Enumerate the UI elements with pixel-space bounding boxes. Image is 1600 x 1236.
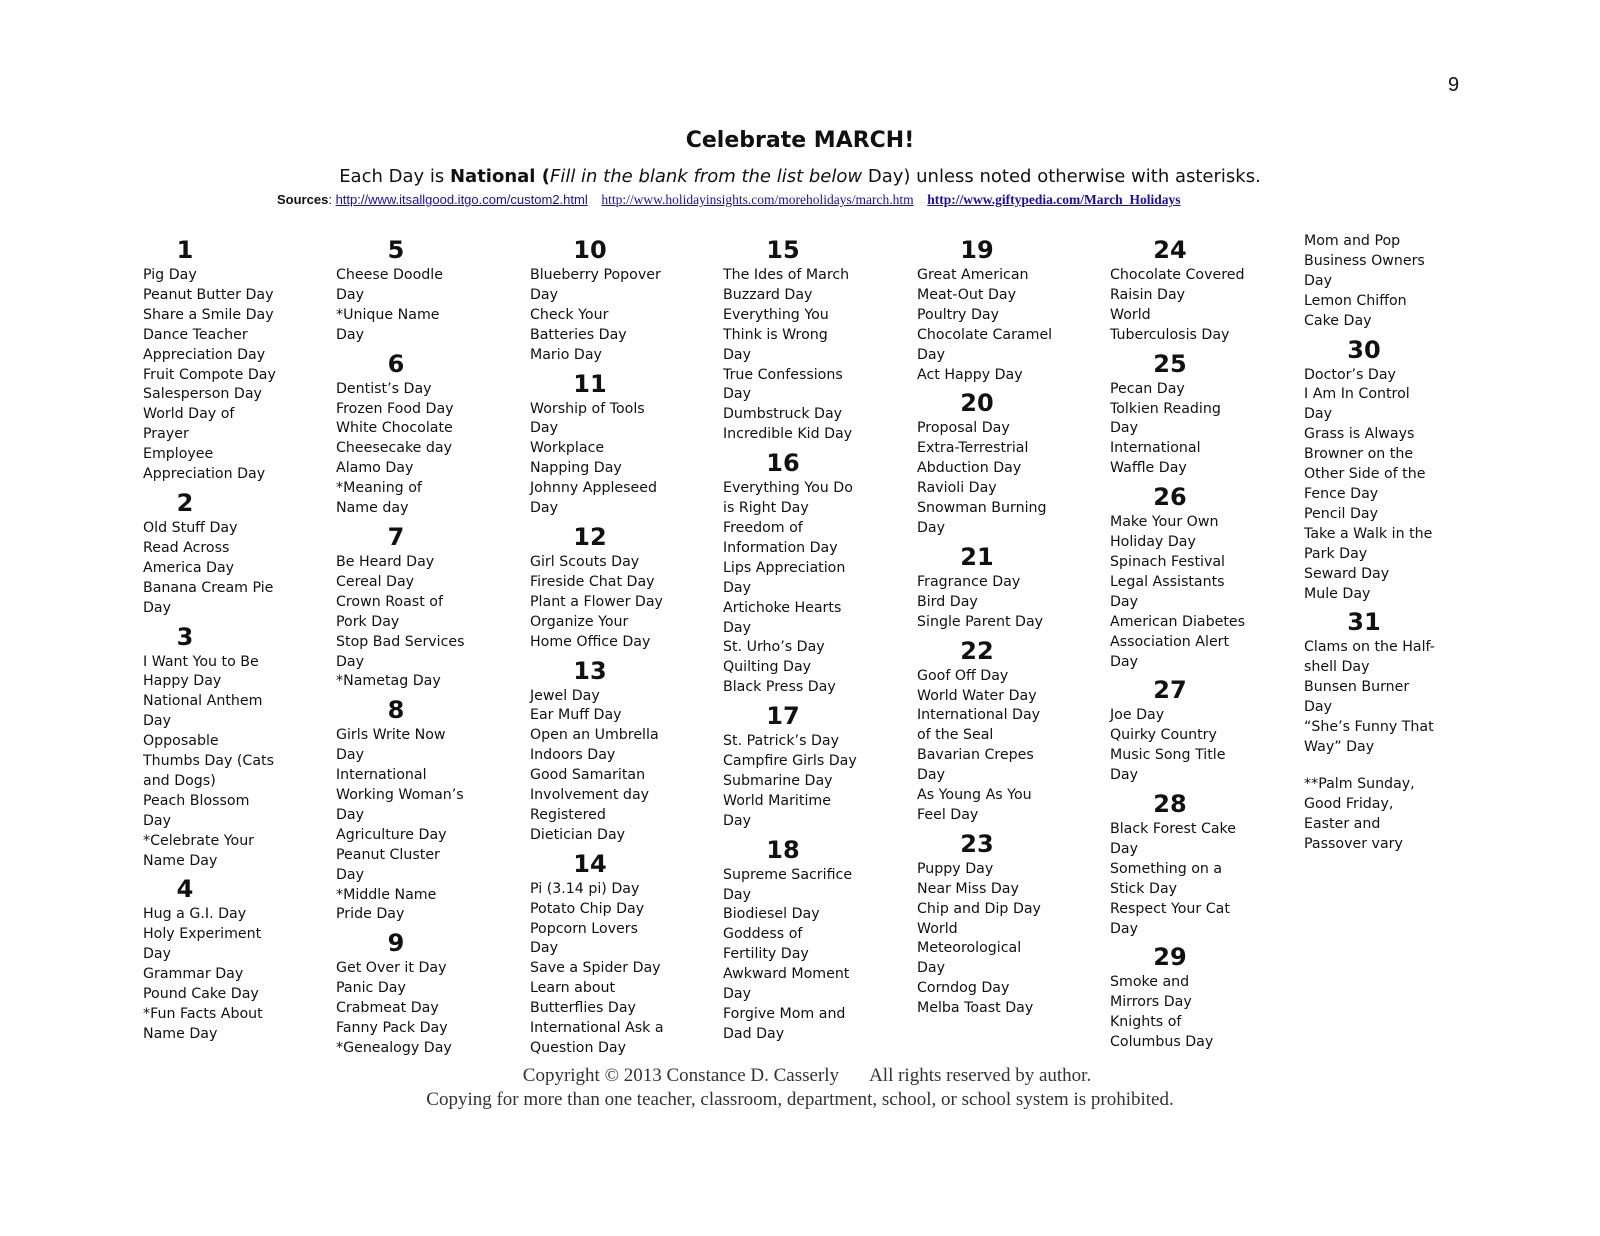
day-number: 18 <box>766 835 800 864</box>
holiday-entry: Appreciation Day <box>143 346 266 363</box>
day-column-4 <box>723 232 895 1045</box>
holiday-entry: Everything You Do <box>723 480 853 497</box>
holiday-entry: Corndog Day <box>917 980 1010 997</box>
holiday-entry: Blueberry Popover <box>530 267 661 283</box>
holiday-entry: Indoors Day <box>530 747 616 764</box>
note-line: Passover vary <box>1304 835 1403 852</box>
holiday-entry: Read Across <box>143 539 230 556</box>
holiday-entry: Legal Assistants <box>1110 573 1225 590</box>
holiday-entry: Dad Day <box>723 1025 785 1042</box>
holiday-entry: Day <box>723 386 752 403</box>
holiday-entry: Day <box>143 713 172 730</box>
holiday-entry: Crown Roast of <box>336 593 443 610</box>
holiday-entry: Cereal Day <box>336 573 415 590</box>
holiday-entry: Check Your <box>530 306 609 323</box>
day-number: 27 <box>1153 676 1187 705</box>
holiday-entry: Artichoke Hearts <box>723 599 842 616</box>
holiday-entry: Buzzard Day <box>723 286 813 303</box>
holiday-entry: Day <box>336 806 365 823</box>
holiday-entry: Make Your Own <box>1110 514 1219 531</box>
sources-colon: : <box>328 192 332 207</box>
holiday-entry: Other Side of the <box>1304 466 1426 483</box>
holiday-entry: Everything You <box>723 306 829 323</box>
holiday-entry: Involvement day <box>530 787 650 804</box>
holiday-entry: Day <box>530 500 559 517</box>
holiday-entry: Music Song Title <box>1110 747 1226 764</box>
holiday-entry: Happy Day <box>143 673 222 690</box>
day-column-3 <box>530 232 702 1059</box>
holiday-entry: Day <box>1110 840 1139 857</box>
holiday-entry: Mom and Pop <box>1304 233 1401 249</box>
holiday-entry: Meteorological <box>917 940 1022 957</box>
holiday-entry: Way” Day <box>1304 738 1375 755</box>
day-column-2 <box>336 232 508 1059</box>
holiday-entry: Share a Smile Day <box>143 306 274 323</box>
holiday-entry: Black Forest Cake <box>1110 821 1236 838</box>
holiday-entry: Bavarian Crepes <box>917 747 1034 764</box>
holiday-entry: Association Alert <box>1110 633 1230 650</box>
source-link-giftypedia[interactable]: http://www.giftypedia.com/March_Holidays <box>927 192 1181 207</box>
holiday-entry: Prayer <box>143 426 189 443</box>
holiday-entry: Good Samaritan <box>530 767 646 784</box>
holiday-entry: Stop Bad Services <box>336 633 465 650</box>
day-number: 19 <box>960 236 994 264</box>
holiday-entry: Goof Off Day <box>917 667 1009 684</box>
holiday-entry: Dietician Day <box>530 826 626 843</box>
holiday-entry: Great American <box>917 267 1029 283</box>
holiday-entry: Day <box>1304 272 1333 289</box>
day-number: 11 <box>573 369 607 398</box>
holiday-entry: Grammar Day <box>143 966 244 983</box>
holiday-entry: shell Day <box>1304 659 1370 676</box>
holiday-entry: International <box>1110 440 1201 457</box>
holiday-entry: Banana Cream Pie <box>143 579 274 596</box>
holiday-entry: Day <box>1110 653 1139 670</box>
holiday-entry: Extra-Terrestrial <box>917 440 1029 457</box>
holiday-entry: Day <box>723 886 752 903</box>
holiday-entry: America Day <box>143 559 235 576</box>
holiday-entry: Day <box>917 519 946 536</box>
day-number: 15 <box>766 236 800 264</box>
holiday-entry: Goddess of <box>723 926 803 943</box>
holiday-entry: Pride Day <box>336 906 405 923</box>
day-number: 26 <box>1153 483 1187 512</box>
holiday-entry: Incredible Kid Day <box>723 426 853 443</box>
holiday-entry: *Fun Facts About <box>143 1006 263 1022</box>
holiday-entry: Freedom of <box>723 519 803 536</box>
holiday-entry: I Want You to Be <box>143 653 259 670</box>
holiday-entry: Knights of <box>1110 1014 1182 1031</box>
holiday-entry: As Young As You <box>917 787 1032 804</box>
holiday-entry: Supreme Sacrifice <box>723 866 853 883</box>
day-number: 2 <box>176 488 194 517</box>
holiday-entry: Learn about <box>530 980 616 997</box>
holiday-entry: Columbus Day <box>1110 1034 1214 1051</box>
holiday-entry: Girl Scouts Day <box>530 553 640 570</box>
holiday-entry: Working Woman’s <box>336 787 464 804</box>
subtitle-post: Day) unless noted otherwise with asterisks. <box>862 166 1261 187</box>
holiday-entry: *Middle Name <box>336 886 437 903</box>
note-line: **Palm Sunday, <box>1304 775 1415 792</box>
day-number: 3 <box>176 622 194 651</box>
holiday-entry: Lemon Chiffon <box>1304 292 1407 309</box>
holiday-entry: Dentist’s Day <box>336 380 432 397</box>
page-title: Celebrate MARCH! <box>685 128 915 153</box>
holiday-entry: Chocolate Caramel <box>917 326 1053 343</box>
holiday-entry: Fence Day <box>1304 485 1379 502</box>
day-column-1 <box>143 232 315 1045</box>
holiday-entry: Bunsen Burner <box>1304 679 1410 696</box>
holiday-entry: Pig Day <box>143 267 197 283</box>
rights-reserved: All rights reserved by author. <box>869 1065 1092 1086</box>
day-number: 8 <box>387 696 405 725</box>
holiday-entry: Park Day <box>1304 545 1368 562</box>
holiday-entry: Day <box>336 326 365 343</box>
holiday-entry: Pecan Day <box>1110 380 1185 397</box>
holiday-entry: Get Over it Day <box>336 960 447 977</box>
holiday-entry: Old Stuff Day <box>143 519 238 536</box>
holiday-entry: Poultry Day <box>917 306 999 323</box>
holiday-entry: Tuberculosis Day <box>1110 326 1230 343</box>
holiday-entry: Day <box>1110 767 1139 784</box>
day-number: 10 <box>573 236 607 264</box>
holiday-entry: Think is Wrong <box>723 326 828 343</box>
holiday-entry: Respect Your Cat <box>1110 900 1230 917</box>
holiday-entry: Spinach Festival <box>1110 553 1225 570</box>
holiday-entry: Popcorn Lovers <box>530 920 638 937</box>
holiday-entry: World <box>917 920 958 937</box>
holiday-entry: Day <box>143 812 172 829</box>
holiday-entry: Quilting Day <box>723 659 812 676</box>
holiday-entry: Abduction Day <box>917 460 1022 477</box>
holiday-entry: White Chocolate <box>336 420 453 437</box>
holiday-entry: Day <box>723 346 752 363</box>
holiday-entry: Day <box>917 767 946 784</box>
day-number: 31 <box>1347 608 1381 637</box>
holiday-entry: Raisin Day <box>1110 286 1186 303</box>
holiday-entry: Biodiesel Day <box>723 906 820 923</box>
holiday-entry: Day <box>1110 420 1139 437</box>
subtitle-paren-open: ( <box>535 166 550 187</box>
holiday-entry: Forgive Mom and <box>723 1006 846 1022</box>
holiday-entry: Feel Day <box>917 806 979 823</box>
holiday-entry: Employee <box>143 446 214 463</box>
holiday-entry: Name Day <box>143 1025 218 1042</box>
holiday-entry: Black Press Day <box>723 679 836 696</box>
holiday-entry: Name day <box>336 500 409 517</box>
holiday-entry: Campfire Girls Day <box>723 753 857 770</box>
holiday-entry: Cheesecake day <box>336 440 453 457</box>
holiday-entry: Joe Day <box>1110 707 1165 724</box>
day-number: 1 <box>176 236 194 264</box>
holiday-entry: Pound Cake Day <box>143 986 259 1003</box>
holiday-entry: Day <box>723 619 752 636</box>
holiday-entry: Workplace <box>530 440 605 457</box>
holiday-entry: American Diabetes <box>1110 613 1246 630</box>
holiday-entry: The Ides of March <box>723 267 850 283</box>
holiday-entry: Seward Day <box>1304 565 1390 582</box>
day-number: 14 <box>573 849 607 878</box>
holiday-entry: Something on a <box>1110 860 1223 877</box>
holiday-entry: Near Miss Day <box>917 880 1019 897</box>
holiday-entry: Mirrors Day <box>1110 994 1192 1011</box>
holiday-entry: Snowman Burning <box>917 500 1047 517</box>
holiday-entry: Peach Blossom <box>143 792 250 809</box>
holiday-entry: Business Owners <box>1304 252 1425 269</box>
source-link-itsallgood[interactable]: http://www.itsallgood.itgo.com/custom2.html <box>335 192 588 207</box>
note-line: Easter and <box>1304 815 1381 832</box>
holiday-entry: Day <box>336 653 365 670</box>
holiday-entry: Peanut Butter Day <box>143 286 274 303</box>
holiday-entry: Day <box>723 812 752 829</box>
day-number: 29 <box>1153 943 1187 972</box>
subtitle-italic: Fill in the blank from the list below <box>549 166 863 187</box>
holiday-entry: Stick Day <box>1110 880 1178 897</box>
holiday-entry: Day <box>530 940 559 957</box>
day-number: 12 <box>573 522 607 551</box>
holiday-entry: Day <box>723 579 752 596</box>
holiday-entry: Chip and Dip Day <box>917 900 1041 917</box>
holiday-entry: World Maritime <box>723 792 831 809</box>
holiday-entry: Clams on the Half- <box>1304 639 1435 656</box>
holiday-entry: Day <box>143 946 172 963</box>
holiday-entry: Jewel Day <box>530 687 600 704</box>
holiday-entry: St. Urho’s Day <box>723 639 825 656</box>
holiday-entry: Pi (3.14 pi) Day <box>530 880 640 897</box>
holiday-entry: *Unique Name <box>336 306 440 323</box>
day-number: 17 <box>766 702 800 731</box>
holiday-entry: Puppy Day <box>917 860 994 877</box>
holiday-entry: Browner on the <box>1304 446 1414 463</box>
day-number: 25 <box>1153 349 1187 378</box>
holiday-entry: Proposal Day <box>917 420 1010 437</box>
holiday-entry: Take a Walk in the <box>1304 525 1433 542</box>
holiday-entry: Day <box>1304 699 1333 716</box>
holiday-entry: Crabmeat Day <box>336 1000 439 1017</box>
holiday-entry: Potato Chip Day <box>530 900 645 917</box>
holiday-entry: Name Day <box>143 852 218 869</box>
holiday-entry: Waffle Day <box>1110 460 1187 477</box>
day-column-5 <box>917 232 1089 1019</box>
holiday-entry: Cake Day <box>1304 312 1372 329</box>
holiday-entry: Agriculture Day <box>336 826 447 843</box>
holiday-entry: Peanut Cluster <box>336 846 440 863</box>
day-number: 9 <box>387 929 405 958</box>
holiday-entry: Save a Spider Day <box>530 960 661 977</box>
source-link-holidayinsights[interactable]: http://www.holidayinsights.com/moreholidays/march.htm <box>601 192 914 207</box>
holiday-entry: Day <box>917 346 946 363</box>
holiday-entry: Lips Appreciation <box>723 559 846 576</box>
holiday-entry: Day <box>143 599 172 616</box>
holiday-entry: Fragrance Day <box>917 573 1021 590</box>
holiday-entry: Day <box>917 960 946 977</box>
day-column-7 <box>1304 232 1476 854</box>
holiday-entry: Ravioli Day <box>917 480 997 497</box>
holiday-entry: I Am In Control <box>1304 386 1410 403</box>
holiday-entry: *Nametag Day <box>336 673 441 690</box>
holiday-entry: Melba Toast Day <box>917 1000 1034 1017</box>
subtitle <box>0 166 1600 187</box>
holiday-entry: Grass is Always <box>1304 426 1415 443</box>
holiday-entry: Panic Day <box>336 980 406 997</box>
day-number: 20 <box>960 389 994 418</box>
holiday-entry: Hug a G.I. Day <box>143 906 247 923</box>
holiday-entry: Quirky Country <box>1110 727 1217 744</box>
holiday-entry: Frozen Food Day <box>336 400 454 417</box>
holiday-entry: *Meaning of <box>336 480 422 497</box>
holiday-entry: Fanny Pack Day <box>336 1020 448 1037</box>
holiday-entry: Be Heard Day <box>336 553 435 570</box>
holiday-entry: *Genealogy Day <box>336 1040 452 1056</box>
holiday-entry: Day <box>1304 406 1333 423</box>
holiday-entry: World Day of <box>143 406 235 423</box>
holiday-entry: International Ask a <box>530 1020 664 1037</box>
day-number: 22 <box>960 636 994 665</box>
moveable-holidays-note <box>1304 775 1476 855</box>
holiday-entry: “She’s Funny That <box>1304 719 1434 736</box>
holiday-entry: of the Seal <box>917 727 994 744</box>
day-number: 5 <box>387 236 405 264</box>
holiday-entry: Butterflies Day <box>530 1000 636 1017</box>
holiday-entry: Day <box>723 986 752 1003</box>
holiday-entry: Girls Write Now <box>336 727 446 744</box>
holiday-entry: Mario Day <box>530 346 602 363</box>
day-number: 6 <box>387 349 405 378</box>
holiday-entry: Plant a Flower Day <box>530 593 663 610</box>
holiday-entry: *Celebrate Your <box>143 832 255 849</box>
holiday-entry: Bird Day <box>917 593 978 610</box>
holiday-entry: Doctor’s Day <box>1304 366 1396 383</box>
subtitle-bold: National <box>449 166 536 187</box>
day-number: 21 <box>960 542 994 571</box>
holiday-entry: Opposable <box>143 733 219 750</box>
holiday-entry: International Day <box>917 707 1041 724</box>
holiday-entry: Holiday Day <box>1110 534 1196 551</box>
holiday-entry: Appreciation Day <box>143 466 266 483</box>
holiday-entry: and Dogs) <box>143 772 216 789</box>
holiday-entry: Registered <box>530 806 606 823</box>
holiday-entry: Dance Teacher <box>143 326 248 343</box>
holiday-entry: Chocolate Covered <box>1110 267 1245 283</box>
holiday-entry: Salesperson Day <box>143 386 262 403</box>
holiday-entry: Napping Day <box>530 460 622 477</box>
holiday-entry: Act Happy Day <box>917 366 1023 383</box>
holiday-entry: Johnny Appleseed <box>530 480 657 497</box>
holiday-entry: Question Day <box>530 1040 626 1056</box>
holiday-entry: Day <box>1110 593 1139 610</box>
day-number: 30 <box>1347 335 1381 364</box>
holiday-entry: Thumbs Day (Cats <box>143 753 274 770</box>
holiday-entry: Day <box>336 747 365 764</box>
day-number: 16 <box>766 449 800 478</box>
holiday-entry: Single Parent Day <box>917 613 1044 630</box>
holiday-entry: Mule Day <box>1304 585 1371 602</box>
holiday-entry: is Right Day <box>723 500 809 517</box>
holiday-entry: St. Patrick’s Day <box>723 733 839 750</box>
holiday-entry: True Confessions <box>723 366 843 383</box>
holiday-entry: Open an Umbrella <box>530 727 659 744</box>
holiday-entry: Pencil Day <box>1304 505 1378 522</box>
holiday-entry: Day <box>530 420 559 437</box>
holiday-entry: Fertility Day <box>723 946 809 963</box>
holiday-entry: Holy Experiment <box>143 926 262 943</box>
holiday-entry: National Anthem <box>143 693 263 710</box>
holiday-entry: Tolkien Reading <box>1110 400 1221 417</box>
holiday-entry: Fruit Compote Day <box>143 366 276 383</box>
subtitle-pre: Each Day is <box>339 166 450 187</box>
holiday-entry: Ear Muff Day <box>530 707 622 724</box>
holiday-entry: Meat-Out Day <box>917 286 1016 303</box>
holiday-entry: World <box>1110 306 1151 323</box>
day-column-6 <box>1110 232 1282 1053</box>
holiday-entry: Fireside Chat Day <box>530 573 655 590</box>
holiday-entry: Home Office Day <box>530 633 651 650</box>
holiday-entry: Information Day <box>723 539 838 556</box>
holiday-entry: Worship of Tools <box>530 400 645 417</box>
holiday-entry: Organize Your <box>530 613 629 630</box>
sources-line <box>277 192 1190 208</box>
copyright-line-1 <box>0 1064 1600 1088</box>
holiday-entry: Day <box>1110 920 1139 937</box>
holiday-entry: Day <box>530 286 559 303</box>
day-number: 23 <box>960 829 994 858</box>
holiday-entry: Smoke and <box>1110 974 1190 991</box>
holiday-entry: World Water Day <box>917 687 1037 704</box>
holiday-entry: Submarine Day <box>723 772 833 789</box>
holiday-entry: Cheese Doodle <box>336 267 443 283</box>
sources-label: Sources <box>277 192 329 207</box>
holiday-entry: Alamo Day <box>336 460 414 477</box>
holiday-entry: Awkward Moment <box>723 966 850 983</box>
holiday-entry: Batteries Day <box>530 326 627 343</box>
day-number: 13 <box>573 656 607 685</box>
page-number: 9 <box>1448 74 1460 96</box>
note-line: Good Friday, <box>1304 795 1394 812</box>
holiday-entry: Dumbstruck Day <box>723 406 843 423</box>
copyright-line-2: Copying for more than one teacher, classroom, department, school, or school system is prohibited. <box>426 1089 1174 1110</box>
copyright-notice: Copyright © 2013 Constance D. Casserly <box>522 1065 840 1086</box>
holiday-entry: Day <box>336 866 365 883</box>
holiday-entry: International <box>336 767 427 784</box>
holiday-entry: Pork Day <box>336 613 400 630</box>
day-number: 4 <box>176 875 194 904</box>
day-number: 7 <box>387 522 405 551</box>
holiday-entry: Day <box>336 286 365 303</box>
day-number: 24 <box>1153 236 1187 264</box>
copyright-block <box>0 1064 1600 1112</box>
day-number: 28 <box>1153 790 1187 819</box>
